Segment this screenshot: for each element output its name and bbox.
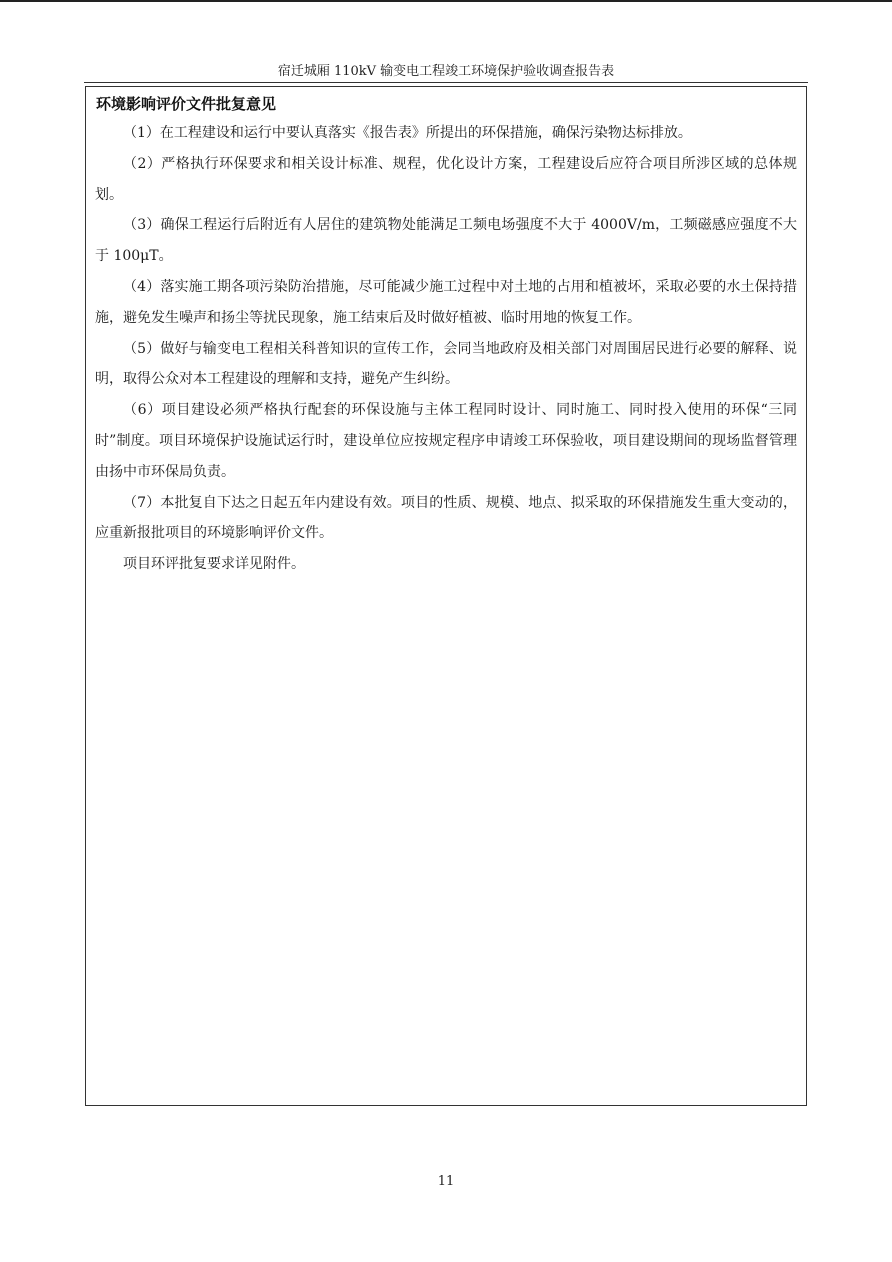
approval-opinion-box — [85, 86, 807, 1106]
attachment-note: 项目环评批复要求详见附件。 — [123, 556, 305, 573]
approval-item-3: （3）确保工程运行后附近有人居住的建筑物处能满足工频电场强度不大于 4000V/m，工频磁感应强度不大于 100μT。 — [95, 217, 797, 265]
approval-item-2: （2）严格执行环保要求和相关设计标准、规程，优化设计方案，工程建设后应符合项目所涉区域的总体规划。 — [95, 155, 797, 203]
approval-item-6: （6）项目建设必须严格执行配套的环保设施与主体工程同时设计、同时施工、同时投入使用的环保“三同时”制度。项目环境保护设施试运行时，建设单位应按规定程序申请竣工环保验收，项目建设期间的现场监督管理由扬中市环保局负责。 — [95, 402, 797, 480]
document-header: 宿迁城厢 110kV 输变电工程竣工环境保护验收调查报告表 — [277, 64, 615, 79]
top-border-line — [0, 0, 892, 2]
approval-item-1: （1）在工程建设和运行中要认真落实《报告表》所提出的环保措施，确保污染物达标排放。 — [123, 125, 692, 141]
header-divider — [84, 82, 808, 83]
approval-content — [95, 118, 797, 580]
approval-item-5: （5）做好与输变电工程相关科普知识的宣传工作，会同当地政府及相关部门对周围居民进行必要的解释、说明，取得公众对本工程建设的理解和支持，避免产生纠纷。 — [95, 340, 797, 388]
section-title: 环境影响评价文件批复意见 — [96, 95, 277, 113]
approval-item-4: （4）落实施工期各项污染防治措施，尽可能减少施工过程中对土地的占用和植被坏，采取必要的水土保持措施，避免发生噪声和扬尘等扰民现象，施工结束后及时做好植被、临时用地的恢复工作。 — [95, 278, 797, 326]
page-number: 11 — [437, 1174, 455, 1189]
approval-item-7: （7）本批复自下达之日起五年内建设有效。项目的性质、规模、地点、拟采取的环保措施发生重大变动的，应重新报批项目的环境影响评价文件。 — [95, 494, 797, 542]
